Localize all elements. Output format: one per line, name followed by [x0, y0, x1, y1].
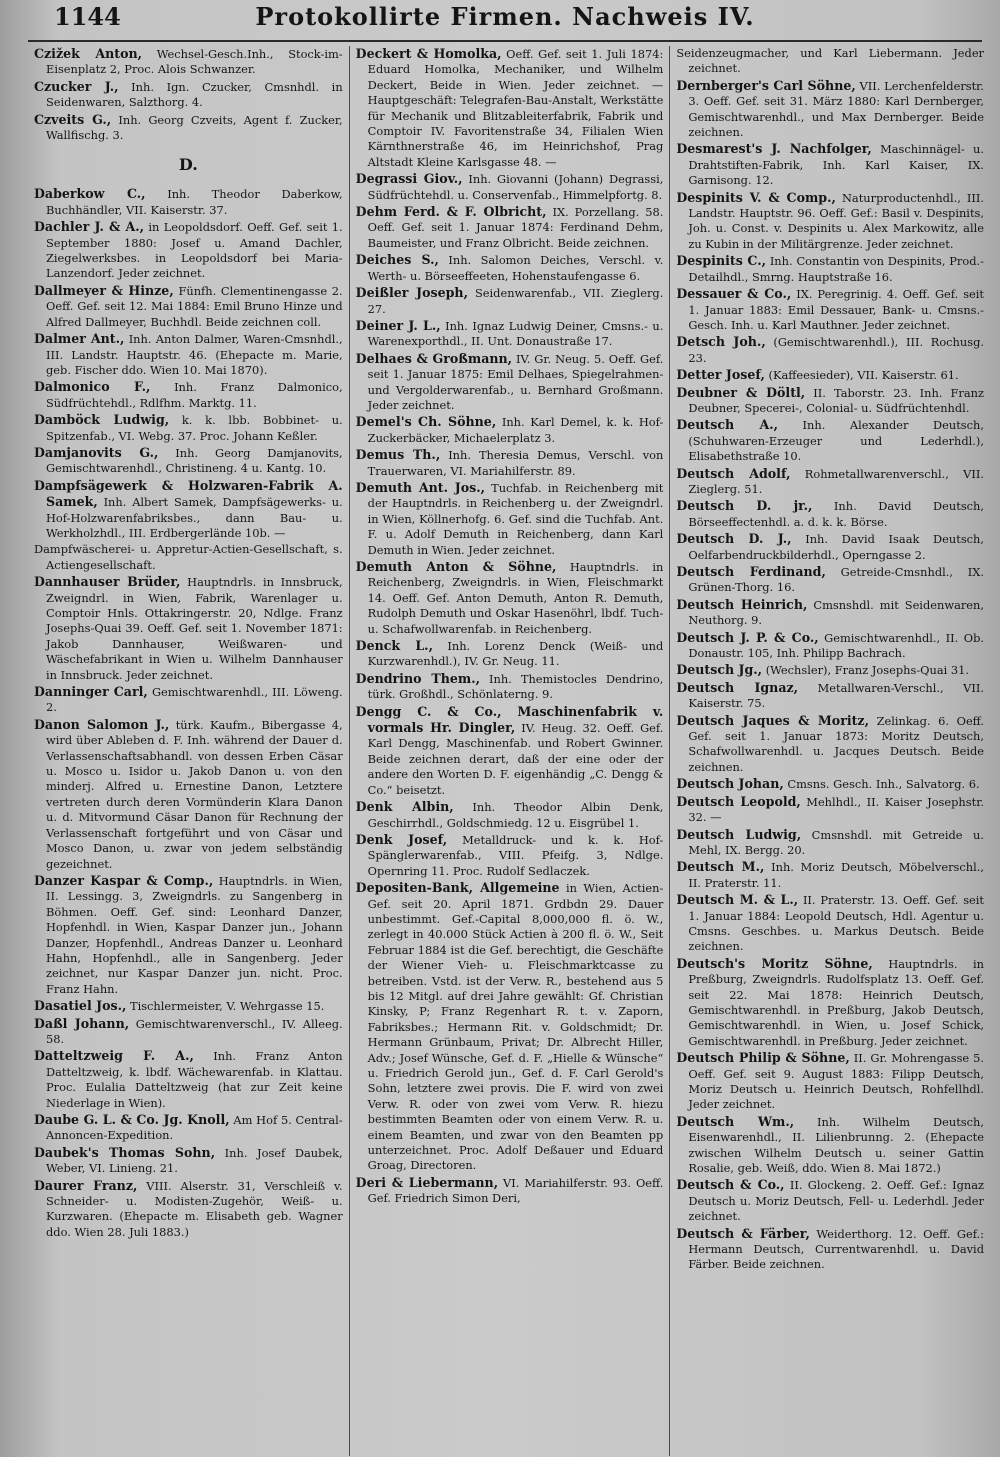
entry-text: Inh. Wilhelm Deutsch, Eisenwarenhdl., II. Lilienbrunng. 2. (Ehepacte zwischen Wilhelm Deutsch u. seiner Gattin Rosalie, geb. Weiß, ddo. Wien 8. Mai 1872.) — [688, 1114, 984, 1176]
entry-text: in Wien, Actien-Gef. seit 20. April 1871. Grdbdn 29. Dauer unbestimmt. Gef.-Capital 8,000,000 fl. ö. W., zerlegt in 40.000 Stück Actien à 200 fl. ö. W., Seit Februar 1884 ist die Gef. berechtigt, die Geschäfte der Wiener Vieh- u. Fleischmarktcasse zu betreiben. Vstd. ist der Verw. R., bestehend aus 5 bis 12 Mitgl. auf drei Jahre gewählt: Gf. Christian Kinsky, P; Franz Regenhart R. t. v. Zaporn, Fabriksbes.; Hermann Rit. v. Goldschmidt; Dr. Hermann Grünbaum, Privat; Dr. Albrecht Hiller, Adv.; Josef Wünsche, Gef. d. F. „Hielle & Wünsche“ u. Friedrich Gerold jun., Gef. d. F. Carl Gerold's Sohn, letztere zwei provis. Die F. wird von zwei Verw. R. oder von zwei vom Verw. R. hiezu bestimmten Beamten oder von einem Verw. R. u. einem Beamten, und zwar von den Beamten pp unterzeichnet. Proc. Adolf Deßauer und Eduard Groag, Directoren. — [367, 881, 664, 1173]
firm-name: Deutsch Adolf, — [676, 465, 791, 481]
column-middle — [349, 46, 670, 1456]
directory-entry — [676, 334, 984, 366]
entry-text: Inh. Anton Dalmer, Waren-Cmsnhdl., III. Landstr. Hauptstr. 46. (Ehepacte m. Marie, geb. Fischer ddo. Wien 10. Mai 1870). — [46, 332, 343, 377]
firm-name: Detter Josef, — [676, 367, 765, 383]
directory-entry — [34, 445, 343, 477]
entry-text: Inh. David Deutsch, Börseeffectenhdl. a. d. k. k. Börse. — [688, 499, 984, 529]
firm-name: Denk Josef, — [355, 831, 448, 847]
entry-text: Hauptndrls. in Innsbruck, Zweigndrl. in Wien, Fabrik, Warenlager u. Comptoir Hnls. Ottakringerstr. 20, Ndlge. Franz Josephs-Quai 39. Oeff. Gef. seit 1. November 1871: Jakob Dannhauser, Weißwaren- und Wäschefabrikant in Wien u. Wilhelm Dannhauser in Innsbruck. Jeder zeichnet. — [46, 575, 343, 682]
entry-text: Metalldruck- und k. k. Hof-Spänglerwarenfab., VIII. Pfeifg. 3, Ndlge. Opernring 11. Proc. Rudolf Sedlaczek. — [367, 832, 664, 878]
entry-text: Cmsnshdl. mit Seidenwaren, Neuthorg. 9. — [688, 597, 985, 628]
directory-entry — [34, 998, 343, 1014]
entry-text: IV. Heug. 32. Oeff. Gef. Karl Dengg, Maschinenfab. und Robert Gwinner. Beide zeichnen derart, daß der eine oder der andere den Worten D. F. eigenhändig „C. Dengg & Co.“ beisetzt. — [367, 721, 664, 797]
directory-entry — [356, 880, 664, 1174]
firm-name: Deutsch Johan, — [676, 776, 784, 792]
directory-entry — [676, 367, 984, 383]
firm-name: Dessauer & Co., — [676, 286, 792, 302]
firm-name: Deutsch Leopold, — [676, 793, 801, 809]
directory-entry — [356, 318, 664, 350]
running-title: Protokollirte Firmen. Nachweis IV. — [255, 2, 755, 31]
entry-text: Rohmetallwarenverschl., VII. Zieglerg. 51. — [688, 466, 984, 496]
directory-entry — [356, 285, 664, 317]
firm-name: Daberkow C., — [34, 186, 146, 202]
firm-name: Deri & Liebermann, — [355, 1174, 499, 1190]
directory-entry — [34, 46, 343, 78]
directory-entry — [676, 1114, 984, 1177]
entry-text: Naturproductenhdl., III. Landstr. Hauptstr. 96. Oeff. Gef.: Basil v. Despinits, Joh. u. Const. v. Despinits u. Alex Markowitz, alle zu Kubin in der Militärgrenze. Jeder zeichnet. — [688, 190, 985, 251]
entry-text: II. Glockeng. 2. Oeff. Gef.: Ignaz Deutsch u. Moriz Deutsch, Fell- u. Lederhdl. Jeder zeichnet. — [688, 1178, 984, 1224]
entry-text: VI. Mariahilferstr. 93. Oeff. Gef. Friedrich Simon Deri, — [367, 1175, 664, 1206]
directory-entry — [676, 713, 984, 776]
entry-text: Inh. Karl Demel, k. k. Hof-Zuckerbäcker, Michaelerplatz 3. — [367, 415, 664, 445]
directory-entry — [34, 1178, 343, 1241]
entry-text: türk. Kaufm., Bibergasse 4, wird über Ableben d. F. Inh. während der Dauer d. Verlassenschaftsabhandl. von dessen Erben Cäsar u. Mosco u. Isidor u. Jakob Danon u. von den minderj. Alfred u. Ernestine Danon, Letztere vertreten durch deren Vormünderin Klara Danon u. d. Mitvormund Cäsar Danon für Rechnung der Verlassenschaft fortgeführt und von Cäsar und Mosco Danon, u. zwar von jedem selbständig gezeichnet. — [46, 717, 343, 871]
directory-entry — [676, 892, 984, 955]
entry-text: Inh. Giovanni (Johann) Degrassi, Südfrüchtehdl. u. Conservenfab., Himmelpfortg. 8. — [367, 172, 664, 202]
firm-name: Deutsch Ignaz, — [676, 679, 799, 695]
entry-text: Tuchfab. in Reichenberg mit der Hauptndrls. in Reichenberg u. der Zweigndrl. in Wien, Köllnerhofg. 6. Gef. sind die Tuchfab. Ant. F. u. Adolf Demuth in Reichenberg, dann Karl Demuth in Wien. Jeder zeichnet. — [367, 480, 664, 557]
entry-text: Inh. Theodor Albin Denk, Geschirrhdl., Goldschmiedg. 12 u. Eisgrübel 1. — [367, 800, 664, 830]
entry-text: Seidenwarenfab., VII. Zieglerg. 27. — [367, 286, 664, 316]
directory-entry — [676, 827, 984, 859]
entry-text: VIII. Alserstr. 31, Verschleiß v. Schneider- u. Modisten-Zugehör, Weiß- u. Kurzwaren. (Ehepacte m. Elisabeth geb. Wagner ddo. Wien 28. Juli 1883.) — [46, 1178, 343, 1239]
directory-entry — [356, 447, 664, 479]
directory-entry — [676, 794, 984, 826]
directory-entry — [676, 141, 984, 188]
directory-entry — [34, 219, 343, 282]
firm-name: Deutsch Philip & Söhne, — [676, 1050, 850, 1066]
firm-name: Demel's Ch. Söhne, — [355, 414, 497, 430]
firm-name: Demus Th., — [355, 447, 441, 463]
firm-name: Delhaes & Großmann, — [355, 350, 513, 366]
directory-entry — [356, 351, 664, 414]
firm-name: Deutsch Ludwig, — [676, 826, 802, 842]
firm-name: Deutsch D. jr., — [676, 498, 813, 514]
entry-text: Inh. David Isaak Deutsch, Oelfarbendruckbilderhdl., Operngasse 2. — [688, 532, 984, 562]
directory-entry — [356, 480, 664, 558]
firm-name: Degrassi Giov., — [355, 171, 463, 187]
entry-text: Seidenzeugmacher, und Karl Liebermann. Jeder zeichnet. — [676, 46, 984, 76]
entry-text: Mehlhdl., II. Kaiser Josephstr. 32. — — [688, 794, 985, 825]
directory-entry — [34, 684, 343, 716]
entry-text: Inh. Franz Anton Datteltzweig, k. lbdf. Wächewarenfab. in Klattau. Proc. Eulalia Datteltzweig (hat zur Zeit keine Niederlage in Wien). — [46, 1049, 343, 1110]
firm-name: Despinits V. & Comp., — [676, 189, 836, 205]
entry-text: Inh. Lorenz Denck (Weiß- und Kurzwarenhdl.), IV. Gr. Neug. 11. — [367, 639, 664, 669]
firm-name: Deutsch Jg., — [676, 662, 763, 678]
directory-entry — [356, 46, 664, 170]
entry-text: Inh. Themistocles Dendrino, türk. Großhdl., Schönlaterng. 9. — [367, 671, 664, 702]
firm-name: Detsch Joh., — [676, 334, 766, 350]
entry-text: Cmsns. Gesch. Inh., Salvatorg. 6. — [787, 777, 980, 792]
entry-text: IX. Peregrinig. 4. Oeff. Gef. seit 1. Januar 1883: Emil Dessauer, Bank- u. Cmsns.-Gesch. Inh. u. Karl Mauthner. Jeder zeichnet. — [688, 287, 985, 332]
firm-name: Deubner & Döltl, — [676, 384, 806, 400]
firm-name: Daube G. L. & Co. Jg. Knoll, — [34, 1112, 230, 1127]
entry-text: Cmsnshdl. mit Getreide u. Mehl, IX. Bergg. 20. — [688, 827, 985, 857]
entry-text: Inh. Moriz Deutsch, Möbelverschl., II. Praterstr. 11. — [688, 860, 984, 890]
entry-text: Inh. Alexander Deutsch, (Schuhwaren-Erzeuger und Lederhdl.), Elisabethstraße 10. — [688, 418, 984, 464]
firm-name: Deutsch Heinrich, — [676, 596, 808, 612]
entry-text: Dampfwäscherei- u. Appretur-Actien-Gesellschaft, s. Actiengesellschaft. — [34, 542, 343, 572]
directory-entry — [34, 1048, 343, 1111]
firm-name: Dernberger's Carl Söhne, — [676, 77, 856, 93]
directory-entry — [676, 776, 984, 792]
firm-name: Desmarest's J. Nachfolger, — [676, 141, 872, 157]
directory-entry — [34, 873, 343, 997]
directory-entry — [676, 498, 984, 530]
firm-name: Deutsch Jaques & Moritz, — [676, 712, 869, 728]
column-left — [28, 46, 349, 1456]
entry-text: VII. Lerchenfelderstr. 3. Oeff. Gef. seit 31. März 1880: Karl Dernberger, Gemischtwarenhdl., und Max Dernberger. Beide zeichnen. — [688, 78, 984, 140]
firm-name: Deutsch A., — [676, 417, 778, 433]
firm-name: Demuth Anton & Söhne, — [355, 559, 557, 574]
entry-text: Wechsel-Gesch.Inh., Stock-im-Eisenplatz 2, Proc. Alois Schwanzer. — [46, 47, 343, 77]
directory-entry — [34, 186, 343, 218]
directory-entry — [676, 417, 984, 464]
page-header — [28, 0, 982, 42]
text-columns — [28, 46, 990, 1456]
firm-name: Dasatiel Jos., — [34, 998, 127, 1014]
firm-name: Danninger Carl, — [34, 684, 148, 700]
firm-name: Daubek's Thomas Sohn, — [34, 1144, 216, 1160]
directory-entry — [34, 379, 343, 411]
entry-text: Inh. Georg Czveits, Agent f. Zucker, Wallfischg. 3. — [46, 112, 343, 143]
directory-entry — [34, 478, 343, 542]
section-heading: D. — [178, 155, 198, 175]
entry-text: Getreide-Cmsnhdl., IX. Grünen-Thorg. 16. — [688, 565, 985, 595]
directory-entry — [676, 78, 984, 141]
firm-name: Deutsch D. J., — [676, 531, 792, 547]
firm-name: Dannhauser Brüder, — [34, 574, 181, 590]
directory-entry — [34, 79, 343, 111]
entry-text: (Gemischtwarenhdl.), III. Rochusg. 23. — [688, 335, 984, 365]
entry-text: Fünfh. Clementinengasse 2. Oeff. Gef. seit 12. Mai 1884: Emil Bruno Hinze und Alfred Dallmeyer, Buchhdl. Beide zeichnen coll. — [46, 283, 343, 329]
firm-name: Deutsch Wm., — [676, 1113, 795, 1129]
directory-entry — [356, 204, 664, 251]
directory-entry — [356, 559, 664, 637]
firm-name: Denk Albin, — [355, 799, 454, 815]
directory-entry — [676, 253, 984, 285]
directory-entry — [356, 832, 664, 879]
directory-entry — [34, 1016, 343, 1048]
firm-name: Deutsch M. & L., — [676, 892, 799, 908]
firm-name: Deiches S., — [355, 252, 439, 268]
firm-name: Denck L., — [355, 638, 433, 654]
directory-entry — [676, 531, 984, 563]
directory-entry — [676, 597, 984, 629]
directory-entry — [34, 412, 343, 444]
firm-name: Deutsch J. P. & Co., — [676, 629, 819, 645]
entry-text: Inh. Franz Dalmonico, Südfrüchtehdl., Rdlfhm. Marktg. 11. — [46, 380, 343, 410]
firm-name: Dampfsägewerk & Holzwaren-Fabrik A. Samek, — [34, 477, 343, 510]
directory-entry — [356, 799, 664, 831]
directory-entry — [676, 662, 984, 678]
entry-text: Maschinnägel- u. Drahtstiften-Fabrik, Inh. Karl Kaiser, IX. Garnisong. 12. — [688, 142, 984, 188]
entry-text: k. k. lbb. Bobbinet- u. Spitzenfab., VI. Webg. 37. Proc. Johann Keßler. — [46, 413, 343, 443]
entry-text: Gemischtwarenhdl., II. Ob. Donaustr. 105, Inh. Philipp Bachrach. — [688, 630, 984, 661]
directory-entry — [34, 331, 343, 378]
directory-entry — [356, 671, 664, 703]
firm-name: Deutsch & Co., — [676, 1177, 785, 1193]
directory-entry — [356, 414, 664, 446]
entry-text: II. Gr. Mohrengasse 5. Oeff. Gef. seit 9. August 1883: Filipp Deutsch, Moriz Deutsch u. Heinrich Deutsch, Rohfellhdl. Jeder zeichnet. — [688, 1051, 985, 1112]
entry-text: Hauptndrls. in Reichenberg, Zweigndrls. in Wien, Fleischmarkt 14. Oeff. Gef. Anton Demuth, Anton R. Demuth, Rudolph Demuth und Oskar Hasenöhrl, lbdf. Tuch- u. Schafwollwarenfab. in Reichenberg. — [367, 560, 664, 636]
entry-text: Tischlermeister, V. Wehrgasse 15. — [129, 999, 325, 1014]
entry-text: Hauptndrls. in Preßburg, Zweigndrls. Rudolfsplatz 13. Oeff. Gef. seit 22. Mai 1878: Heinrich Deutsch, Gemischtwarenhdl. in Preßburg, Jakob Deutsch, Gemischtwarenhdl. in Wien, u. Josef Schick, Gemischtwarenhdl. in Preßburg. Jeder zeichnet. — [688, 956, 985, 1048]
directory-entry — [34, 1145, 343, 1177]
firm-name: Depositen-Bank, Allgemeine — [355, 880, 560, 896]
firm-name: Dehm Ferd. & F. Olbricht, — [355, 204, 547, 220]
directory-entry — [676, 385, 984, 417]
firm-name: Datteltzweig F. A., — [34, 1048, 194, 1064]
directory-entry — [676, 46, 984, 77]
firm-name: Dalmonico F., — [34, 379, 151, 395]
directory-entry — [676, 1177, 984, 1224]
entry-text: in Leopoldsdorf. Oeff. Gef. seit 1. September 1880: Josef u. Amand Dachler, Ziegelwerksbes. in Leopoldsdorf bei Maria-Lanzendorf. Jeder zeichnet. — [46, 220, 343, 281]
directory-entry — [676, 956, 984, 1049]
directory-entry — [676, 1226, 984, 1273]
firm-name: Danzer Kaspar & Comp., — [34, 872, 214, 888]
firm-name: Dalmer Ant., — [34, 331, 125, 347]
directory-entry — [676, 630, 984, 662]
firm-name: Deckert & Homolka, — [355, 46, 502, 61]
column-right — [669, 46, 990, 1456]
entry-text: Weiderthorg. 12. Oeff. Gef.: Hermann Deutsch, Currentwarenhdl. u. David Färber. Beide zeichnen. — [688, 1226, 984, 1272]
directory-entry — [676, 1050, 984, 1113]
directory-entry — [356, 638, 664, 670]
page-number: 1144 — [54, 2, 121, 31]
directory-entry — [34, 112, 343, 144]
firm-name: Dengg C. & Co., Maschinenfabrik v. vormals Hr. Dingler, — [355, 703, 664, 736]
entry-text: II. Praterstr. 13. Oeff. Gef. seit 1. Januar 1884: Leopold Deutsch, Hdl. Agentur u. Cmsns. Geschbes. u. Markus Deutsch. Beide zeichnen. — [688, 893, 984, 954]
firm-name: Czucker J., — [34, 78, 119, 94]
firm-name: Deißler Joseph, — [355, 285, 468, 301]
entry-text: Zelinkag. 6. Oeff. Gef. seit 1. Januar 1873: Moritz Deutsch, Schafwollwarenhdl. u. Jacques Deutsch. Beide zeichnen. — [688, 713, 984, 774]
firm-name: Demuth Ant. Jos., — [355, 479, 486, 495]
entry-text: Inh. Theodor Daberkow, Buchhändler, VII. Kaiserstr. 37. — [46, 187, 343, 217]
entry-text: Inh. Josef Daubek, Weber, VI. Linieng. 21. — [46, 1145, 343, 1176]
firm-name: Deiner J. L., — [355, 317, 441, 333]
entry-text: Inh. Constantin von Despinits, Prod.-Detailhdl., Smrng. Hauptstraße 16. — [688, 254, 985, 284]
entry-text: IX. Porzellang. 58. Oeff. Gef. seit 1. Januar 1874: Ferdinand Dehm, Baumeister, und Franz Olbricht. Beide zeichnen. — [367, 205, 664, 250]
directory-entry — [34, 542, 343, 573]
directory-entry — [676, 466, 984, 498]
directory-entry — [676, 680, 984, 712]
entry-text: (Kaffeesieder), VII. Kaiserstr. 61. — [768, 368, 959, 383]
firm-name: Despinits C., — [676, 253, 766, 269]
directory-entry — [356, 171, 664, 203]
directory-entry — [356, 1175, 664, 1207]
directory-entry — [676, 190, 984, 253]
entry-text: IV. Gr. Neug. 5. Oeff. Gef. seit 1. Januar 1875: Emil Delhaes, Spiegelrahmen- und Vergolderwarenfab., u. Bernhard Großmann. Jeder zeichnet. — [367, 351, 664, 412]
firm-name: Daßl Johann, — [34, 1015, 130, 1031]
entry-text: Inh. Ignaz Ludwig Deiner, Cmsns.- u. Warenexporthdl., II. Unt. Donaustraße 17. — [367, 318, 664, 349]
entry-text: (Wechsler), Franz Josephs-Quai 31. — [765, 663, 970, 678]
firm-name: Dendrino Them., — [355, 670, 480, 686]
firm-name: Damböck Ludwig, — [34, 412, 170, 428]
firm-name: Deutsch M., — [676, 859, 765, 875]
directory-entry — [676, 859, 984, 891]
directory-entry — [676, 286, 984, 333]
firm-name: Danon Salomon J., — [34, 716, 170, 732]
firm-name: Dallmeyer & Hinze, — [34, 282, 174, 298]
entry-text: Oeff. Gef. seit 1. Juli 1874: Eduard Homolka, Mechaniker, und Wilhelm Deckert, Beide in Wien. Jeder zeichnet. — Hauptgeschäft: Telegrafen-Bau-Anstalt, Werkstätte für Mechanik und Blitzableiterfabrik, Fabrik und Comptoir IV. Favoritenstraße 34, Filialen Wien Kärnthnerstraße 46, im Heinrichshof, Prag Altstadt Kleine Karlsgasse 48. — — [367, 47, 664, 169]
entry-text: Gemischtwarenhdl., III. Löweng. 2. — [46, 685, 343, 715]
directory-entry — [34, 717, 343, 872]
firm-name: Czižek Anton, — [34, 46, 143, 61]
entry-text: Inh. Theresia Demus, Verschl. von Trauerwaren, VI. Mariahilferstr. 89. — [367, 448, 664, 478]
directory-entry — [356, 704, 664, 798]
entry-text: II. Taborstr. 23. Inh. Franz Deubner, Specerei-, Colonial- u. Südfrüchtenhdl. — [688, 385, 984, 415]
firm-name: Daurer Franz, — [34, 1177, 138, 1193]
directory-entry — [34, 574, 343, 683]
directory-entry — [676, 564, 984, 596]
firm-name: Damjanovits G., — [34, 444, 159, 460]
entry-text: Inh. Ign. Czucker, Cmsnhdl. in Seidenwaren, Salzthorg. 4. — [46, 79, 343, 110]
directory-entry — [356, 252, 664, 284]
firm-name: Deutsch Ferdinand, — [676, 564, 826, 579]
directory-entry — [34, 1112, 343, 1144]
directory-entry — [34, 283, 343, 330]
entry-text: Inh. Salomon Deiches, Verschl. v. Werth- u. Börseeffeeten, Hohenstaufengasse 6. — [367, 253, 664, 283]
firm-name: Czveits G., — [34, 111, 112, 127]
entry-text: Gemischtwarenverschl., IV. Alleeg. 58. — [46, 1016, 343, 1046]
entry-text: Metallwaren-Verschl., VII. Kaiserstr. 75. — [688, 680, 984, 711]
firm-name: Deutsch's Moritz Söhne, — [676, 955, 873, 971]
entry-text: Inh. Georg Damjanovits, Gemischtwarenhdl., Christineng. 4 u. Kantg. 10. — [46, 445, 343, 476]
firm-name: Deutsch & Färber, — [676, 1225, 810, 1241]
firm-name: Dachler J. & A., — [34, 219, 145, 235]
entry-text: Hauptndrls. in Wien, II. Lessingg. 3, Zweigndrls. zu Sangenberg in Böhmen. Oeff. Gef. sind: Leonhard Danzer, Hopfenhdl. in Wien, Kaspar Danzer jun., Johann Danzer, Hopfenhdl., Andreas Danzer u. Leonhard Hahn, Hopfenhdl., alle in Sangenberg. Jeder zeichnet, nur Kaspar Danzer jun. nicht. Proc. Franz Hahn. — [46, 873, 343, 996]
entry-text: Am Hof 5. Central-Annoncen-Expedition. — [46, 1113, 343, 1143]
entry-text: Inh. Albert Samek, Dampfsägewerks- u. Hof-Holzwarenfabriksbes., dann Bau- u. Werkholzhdl., III. Erdbergerlände 10b. — — [46, 495, 343, 540]
